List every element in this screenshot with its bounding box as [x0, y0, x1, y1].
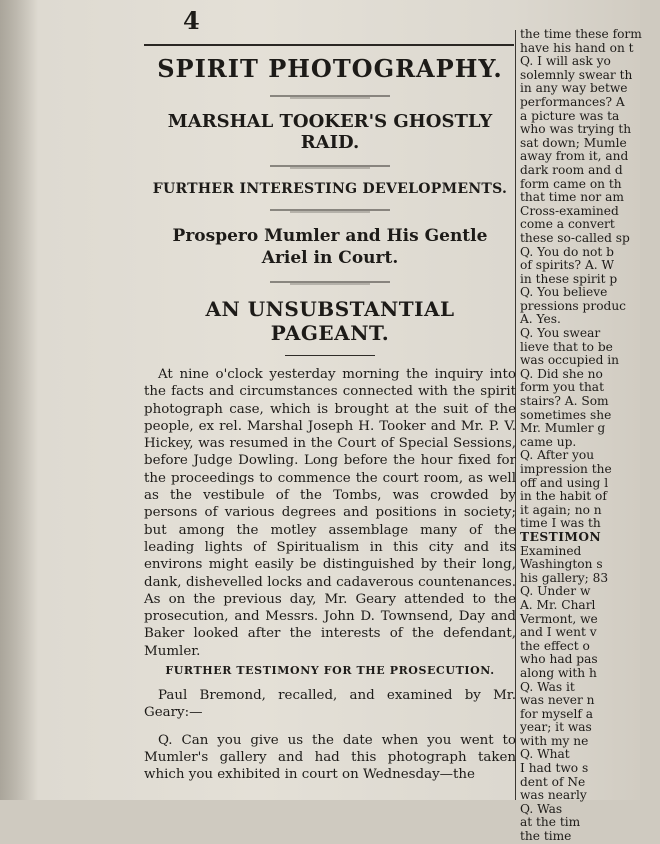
adjacent-column-line: Q. After you: [520, 448, 595, 463]
adjacent-column-line: the time: [520, 829, 572, 844]
adjacent-column-line: was never n: [520, 693, 595, 708]
adjacent-column-line: year; it was: [520, 720, 592, 735]
adjacent-column-line: performances? A: [520, 94, 625, 109]
adjacent-column-line: the effect o: [520, 638, 590, 653]
adjacent-column-line: Q. Was: [520, 801, 563, 816]
adjacent-column-line: his gallery; 83: [520, 570, 609, 585]
adjacent-column-line: came up.: [520, 434, 577, 449]
article-paragraph: Q. Can you give us the date when you went to Mumler's gallery and had this photograph taken which you exhibited in court on Wednesday—the: [144, 732, 516, 783]
adjacent-column-line: A. Yes.: [520, 312, 561, 327]
adjacent-column-line: was nearly: [520, 788, 587, 803]
adjacent-column-line: Q. Under w: [520, 584, 591, 599]
adjacent-column-line: that time nor am: [520, 190, 624, 205]
adjacent-column-line: at the tim: [520, 815, 581, 830]
adjacent-column-line: Examined: [520, 543, 582, 558]
adjacent-column-line: Washington s: [520, 557, 603, 572]
adjacent-column-line: A. Mr. Charl: [520, 597, 596, 612]
page-number: 4: [183, 6, 200, 35]
ornament-rule: [270, 279, 390, 285]
adjacent-column-line: impression the: [520, 462, 612, 476]
adjacent-column-line: dark room and d: [520, 162, 623, 177]
adjacent-column-line: it again; no n: [520, 502, 602, 517]
adjacent-column-line: Mr. Mumler g: [520, 421, 606, 436]
headline-further-developments: FURTHER INTERESTING DEVELOPMENTS.: [152, 181, 508, 197]
adjacent-column-line: pressions produc: [520, 298, 627, 313]
adjacent-column-line: dent of Ne: [520, 774, 586, 789]
main-column: [144, 48, 516, 784]
adjacent-column-line: solemnly swear th: [520, 67, 633, 82]
adjacent-column-line: for myself a: [520, 706, 594, 721]
masthead-rule: [144, 44, 514, 46]
headline-prospero-line2: Ariel in Court.: [261, 248, 399, 268]
adjacent-column-line: off and using l: [520, 475, 609, 490]
adjacent-column-line: time I was th: [520, 516, 601, 531]
adjacent-column-line: Q. You do not b: [520, 244, 614, 259]
adjacent-column-line: along with h: [520, 665, 597, 680]
adjacent-column-line: these so-called sp: [520, 230, 630, 245]
adjacent-column-line: sat down; Mumle: [520, 135, 627, 150]
adjacent-column-line: who had pas: [520, 652, 598, 667]
adjacent-column-line: who was trying th: [520, 122, 632, 137]
headline-spirit-photography: SPIRIT PHOTOGRAPHY.: [157, 54, 503, 83]
adjacent-column-line: sometimes she: [520, 407, 612, 422]
adjacent-column-line: away from it, and: [520, 149, 629, 164]
adjacent-column-line: Vermont, we: [520, 611, 598, 626]
adjacent-column-line: come a convert: [520, 217, 615, 232]
article-subhead: FURTHER TESTIMONY FOR THE PROSECUTION.: [165, 664, 495, 678]
short-rule: [285, 355, 375, 356]
adjacent-column-line: Q. You swear: [520, 326, 601, 341]
adjacent-column-line: of spirits? A. W: [520, 258, 615, 273]
adjacent-column-line: form came on th: [520, 176, 622, 191]
adjacent-column-line: form you that: [520, 380, 604, 395]
article-paragraph: Paul Bremond, recalled, and examined by Mr. Geary:—: [144, 688, 516, 721]
adjacent-column-line: the time these form: [520, 27, 642, 41]
adjacent-column-line: Cross-examined: [520, 203, 619, 218]
ornament-rule: [270, 207, 390, 213]
adjacent-column-line: Q. Did she no: [520, 366, 603, 381]
adjacent-column-line: in any way betwe: [520, 81, 628, 96]
adjacent-column-line: have his hand on t: [520, 40, 634, 55]
adjacent-column-line: was occupied in: [520, 353, 619, 368]
ornament-rule: [270, 93, 390, 99]
ornament-rule: [270, 163, 390, 169]
adjacent-column-line: lieve that to be: [520, 339, 613, 354]
adjacent-column-line: and I went v: [520, 625, 597, 640]
headline-marshal-tooker: MARSHAL TOOKER'S GHOSTLY RAID.: [167, 111, 493, 153]
headline-prospero-line1: Prospero Mumler and His Gentle: [172, 226, 488, 246]
adjacent-column: [520, 28, 660, 844]
adjacent-column-line: Q. I will ask yo: [520, 54, 611, 69]
article-paragraph: At nine o'clock yesterday morning the inquiry into the facts and circumstances connected with the spirit photograph case, which is brought at the suit of the people, ex rel. Marshal Joseph H. Tooker and Mr. P. V. Hickey, was resumed in the Court of Special Sessions, before Judge Dowling. Long before the hour fixed for the proceedings to commence the court room, as well as the vestibule of the Tombs, was crowded by persons of various degrees and positions in society; but among the motley assemblage many of the leading lights of Spiritualism in this city and its environs might easily be distinguished by their long, dank, dishevelled locks and cadaverous countenances. As on the previous day, Mr. Geary attended to the prosecution, and Messrs. John D. Townsend, Day and Baker looked after the interests of the defendant, Mumler.: [144, 367, 516, 659]
adjacent-column-line: I had two s: [520, 761, 589, 776]
adjacent-column-line: in these spirit p: [520, 271, 618, 286]
adjacent-column-line: in the habit of: [520, 489, 607, 504]
headline-prospero-mumler: [144, 225, 516, 269]
adjacent-column-line: a picture was ta: [520, 108, 620, 123]
adjacent-column-line: with my ne: [520, 733, 589, 748]
adjacent-column-line: Q. Was it: [520, 679, 575, 694]
page-shadow: [0, 0, 38, 800]
adjacent-column-line: TESTIMON: [520, 529, 602, 544]
headline-unsubstantial-pageant: AN UNSUBSTANTIAL PAGEANT.: [205, 297, 455, 345]
adjacent-column-line: Q. You believe: [520, 285, 608, 300]
adjacent-column-line: Q. What: [520, 747, 570, 762]
adjacent-column-line: stairs? A. Som: [520, 394, 609, 409]
